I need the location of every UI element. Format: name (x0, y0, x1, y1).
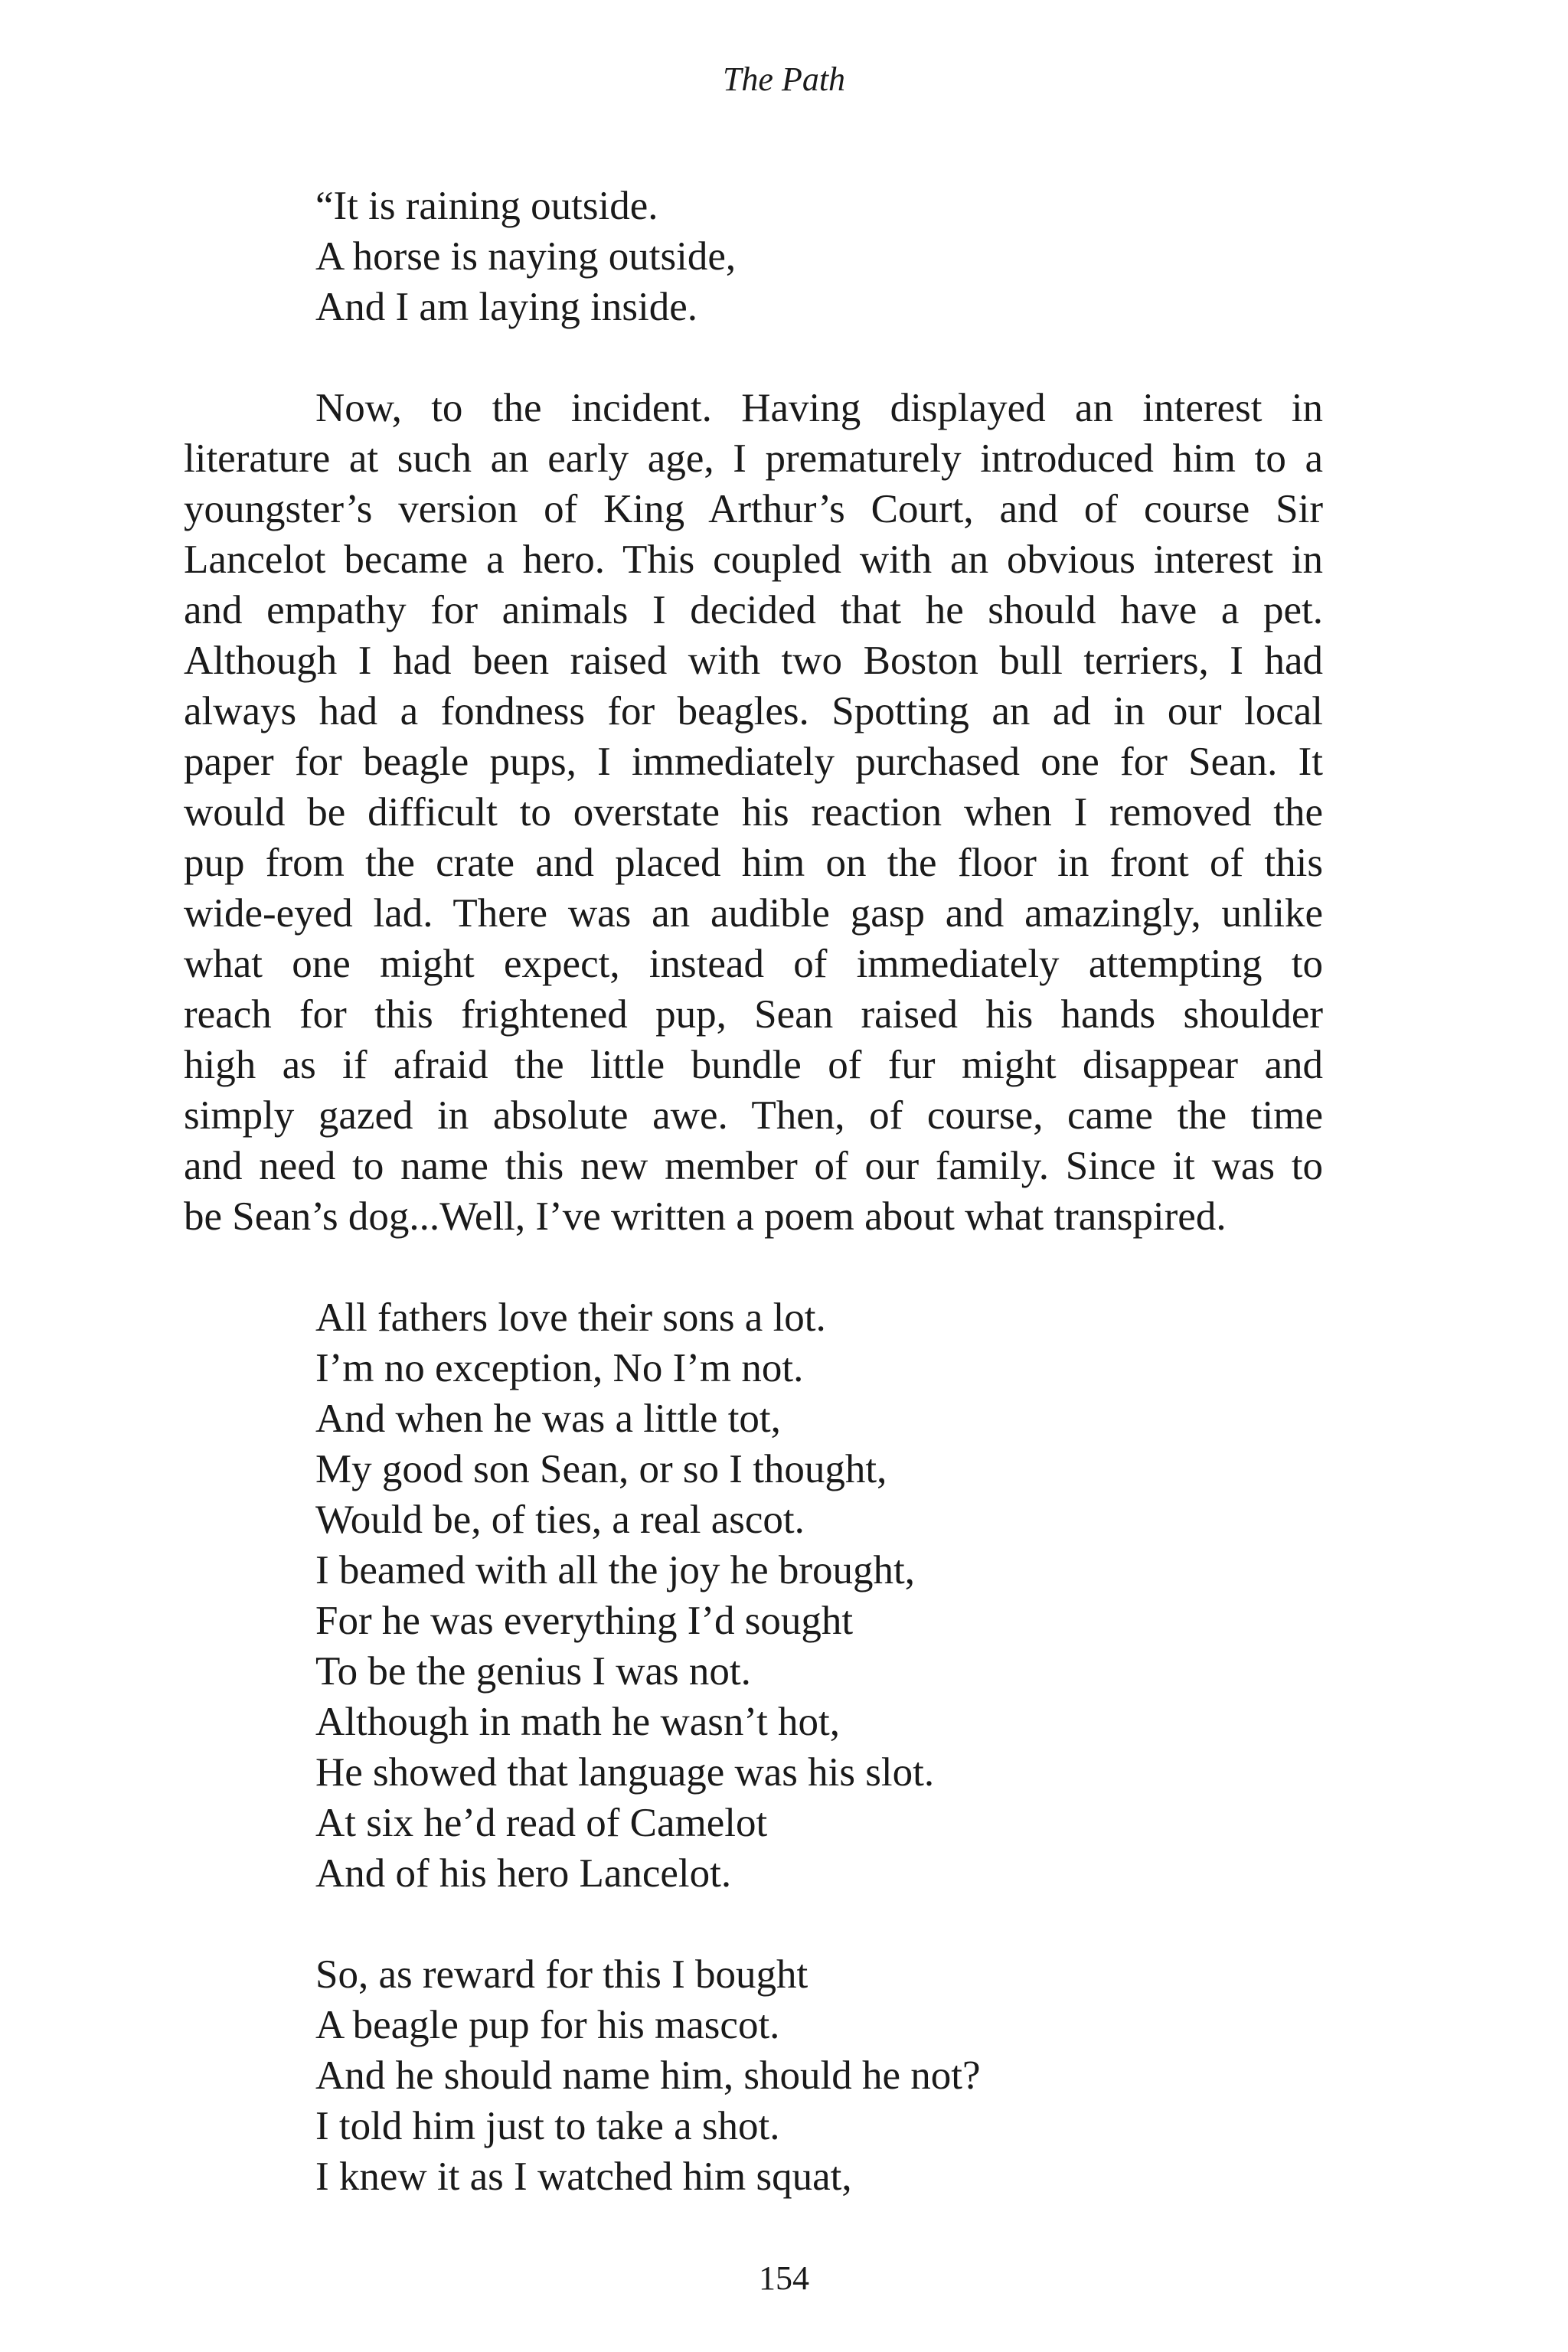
paragraph-line: high as if afraid the little bundle of fur might disappear and (184, 1043, 1323, 1087)
verse-line: A horse is naying outside, (315, 234, 737, 279)
paragraph-line: wide-eyed lad. There was an audible gasp and amazingly, unlike (184, 891, 1323, 936)
poem-line: I told him just to take a shot. (315, 2104, 780, 2148)
page-body (184, 181, 1323, 2202)
poem-line: For he was everything I’d sought (315, 1599, 854, 1643)
running-header: The Path (722, 60, 846, 98)
paragraph-line: what one might expect, instead of immediately attempting to (184, 942, 1323, 986)
paragraph-line: Now, to the incident. Having displayed an interest in (315, 386, 1323, 430)
poem-line: Although in math he wasn’t hot, (315, 1700, 841, 1744)
poem-line: He showed that language was his slot. (315, 1750, 935, 1795)
poem-line: So, as reward for this I bought (315, 1952, 808, 1997)
poem-line: To be the genius I was not. (315, 1649, 751, 1694)
paragraph-line: simply gazed in absolute awe. Then, of course, came the time (184, 1093, 1323, 1138)
poem-line: And of his hero Lancelot. (315, 1851, 732, 1896)
poem-line: And when he was a little tot, (315, 1396, 781, 1441)
poem-line: My good son Sean, or so I thought, (315, 1447, 887, 1491)
paragraph-line: Although I had been raised with two Boston bull terriers, I had (184, 639, 1323, 683)
paragraph-line: Lancelot became a hero. This coupled with an obvious interest in (184, 537, 1323, 582)
poem-stanza-two (315, 1949, 1323, 2202)
poem-line: At six he’d read of Camelot (315, 1801, 768, 1845)
poem-line: And he should name him, should he not? (315, 2053, 981, 2098)
poem-line: Would be, of ties, a real ascot. (315, 1498, 805, 1542)
page-number: 154 (759, 2259, 809, 2297)
paragraph-line: and empathy for animals I decided that he should have a pet. (184, 588, 1323, 632)
verse-line: “It is raining outside. (315, 184, 658, 228)
poem-line: I’m no exception, No I’m not. (315, 1346, 804, 1390)
paragraph-line: youngster’s version of King Arthur’s Court, and of course Sir (184, 487, 1323, 531)
paragraph-line: and need to name this new member of our family. Since it was to (184, 1144, 1323, 1188)
paragraph-line: paper for beagle pups, I immediately purchased one for Sean. It (184, 740, 1323, 784)
paragraph-line: always had a fondness for beagles. Spotting an ad in our local (184, 689, 1323, 733)
paragraph-line: literature at such an early age, I prematurely introduced him to a (184, 436, 1323, 481)
body-paragraph (184, 383, 1323, 1242)
verse-quote (315, 181, 1323, 332)
poem-line: I knew it as I watched him squat, (315, 2154, 852, 2199)
poem-line: All fathers love their sons a lot. (315, 1295, 826, 1340)
verse-line: And I am laying inside. (315, 285, 697, 329)
stanza-gap (184, 332, 1323, 383)
poem-line: A beagle pup for his mascot. (315, 2003, 780, 2047)
poem-stanza-one (315, 1292, 1323, 1899)
paragraph-line: reach for this frightened pup, Sean raised his hands shoulder (184, 992, 1323, 1037)
stanza-gap (184, 1899, 1323, 1949)
stanza-gap (184, 1242, 1323, 1292)
poem-line: I beamed with all the joy he brought, (315, 1548, 916, 1592)
paragraph-line: pup from the crate and placed him on the floor in front of this (184, 841, 1323, 885)
paragraph-line: would be difficult to overstate his reaction when I removed the (184, 790, 1323, 835)
paragraph-line: be Sean’s dog...Well, I’ve written a poem about what transpired. (184, 1194, 1227, 1239)
